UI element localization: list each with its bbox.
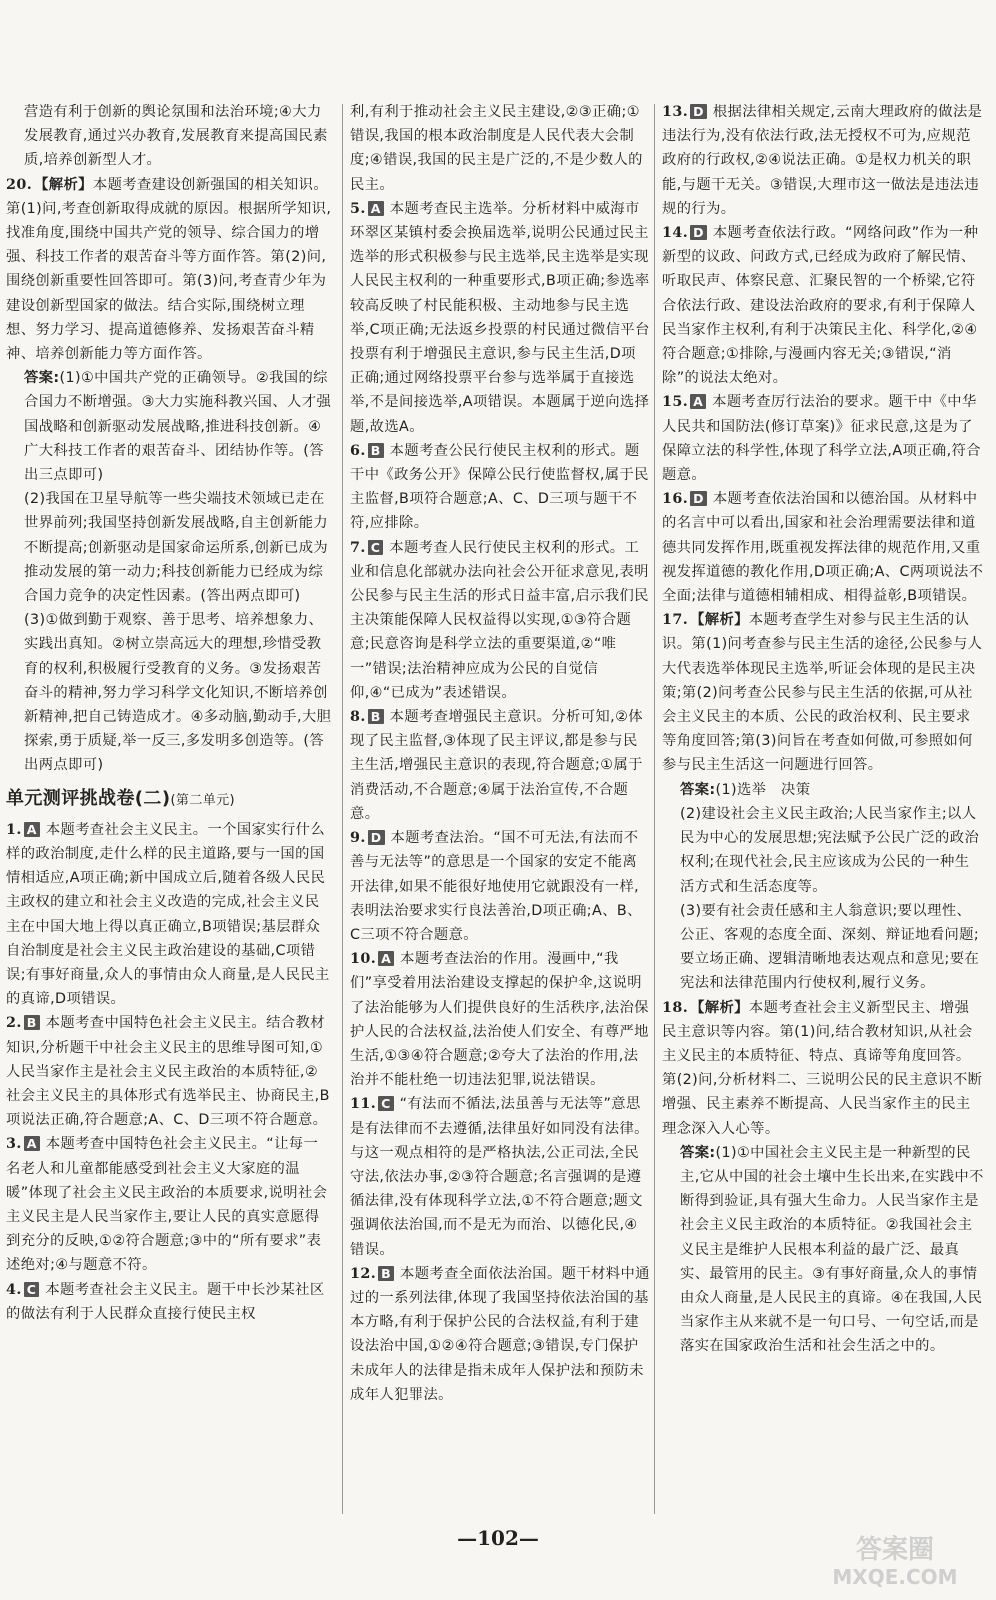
answer-text: (3)要有社会责任感和主人翁意识;要以理性、公正、客观的态度全面、深刻、辩证地看问题;要立场正确、逻辑清晰地表达观点和意见;要在宪法和法律范围内行使权利,履行义务。 bbox=[680, 902, 980, 992]
paragraph-text: 利,有利于推动社会主义民主建设,②③正确;①错误,我国的根本政治制度是人民代表大会制度;④错误,我国的民主是广泛的,不是少数人的民主。 bbox=[350, 104, 643, 193]
question-number: 8. bbox=[350, 709, 366, 726]
question-text: 本题考查社会主义民主。题干中长沙某社区的做法有利于人民群众直接行使民主权 bbox=[6, 1281, 325, 1322]
answer-key-badge: B bbox=[368, 443, 384, 458]
analysis-tag: 【解析】 bbox=[34, 176, 93, 193]
question-number: 18. bbox=[662, 999, 689, 1016]
question-text: 本题考查人民行使民主权利的形式。工业和信息化部就办法向社会公开征求意见,表明公民参与民主生活的形式日益丰富,启示我们民主决策能保障人民权益得以实现,①③符合题意;民意咨询是科学立法的重要渠道,②“唯一”错误;法治精神应成为公民的自觉信仰,④“已成为”表述错误。 bbox=[350, 539, 649, 701]
question-number: 3. bbox=[6, 1136, 22, 1153]
question-text: 本题考查建设创新强国的相关知识。第(1)问,考查创新取得成就的原因。根据所学知识,找准角度,围绕中国共产党的领导、综合国力的增强、科技工作者的艰苦奋斗等方面作答。第(2)问,围绕创新重要性回答即可。第(3)问,考查青少年为建设创新型国家的做法。结合实际,围绕树立理想、努力学习、提高道德修养、发扬艰苦奋斗精神、培养创新能力等方面作答。 bbox=[6, 176, 332, 363]
analysis-tag: 【解析】 bbox=[690, 999, 749, 1016]
question-14 bbox=[662, 221, 984, 390]
question-13 bbox=[662, 100, 984, 221]
answer-key-badge: C bbox=[368, 540, 384, 555]
answer-key-badge: A bbox=[378, 951, 394, 966]
answer-key-badge: A bbox=[690, 394, 706, 409]
answer-label: 答案: bbox=[680, 781, 716, 798]
question-number: 12. bbox=[350, 1265, 377, 1282]
section-subtitle: (第二单元) bbox=[170, 792, 235, 808]
question-6 bbox=[350, 439, 650, 536]
question-text: 本题考查法治。“国不可无法,有法而不善与无法等”的意思是一个国家的安定不能离开法律,如果不能很好地使用它就跟没有一样,表明法治要求实行良法善治,D项正确;A、B、C三项不符合题意。 bbox=[350, 830, 642, 943]
watermark-url: MXQE.COM bbox=[832, 1565, 958, 1589]
question-8 bbox=[350, 705, 650, 826]
answer-block bbox=[6, 366, 332, 487]
answer-key-badge: D bbox=[690, 104, 707, 119]
question-number: 15. bbox=[662, 394, 689, 411]
question-text: “有法而不循法,法虽善与无法等”意思是有法律而不去遵循,法律虽好如同没有法律。与这一观点相符的是严格执法,公正司法,全民守法,依法办事,②③符合题意;名言强调的是遵循法律,没有体现科学立法,①不符合题意;题文强调依法治国,而不是无为而治、以德化民,④错误。 bbox=[350, 1096, 649, 1258]
question-text: 本题考查依法行政。“网络问政”作为一种新型的议政、问政方式,已经成为政府了解民情、听取民声、体察民意、汇聚民智的一个桥梁,它符合依法行政、建设法治政府的要求,有利于保障人民当家作主权利,有利于决策民主化、科学化,②④符合题意;①排除,与漫画内容无关;③错误,“消除”的说法太绝对。 bbox=[662, 225, 979, 387]
question-number: 10. bbox=[350, 951, 377, 968]
question-11 bbox=[350, 1092, 650, 1261]
question-16 bbox=[662, 487, 984, 608]
question-10 bbox=[350, 947, 650, 1092]
answer-key-badge: B bbox=[368, 709, 384, 724]
answer-label: 答案: bbox=[680, 1144, 716, 1161]
question-9 bbox=[350, 826, 650, 947]
analysis-tag: 【解析】 bbox=[690, 612, 749, 629]
answer-text: (3)①做到勤于观察、善于思考、培养想象力、实践出真知。②树立崇高远大的理想,珍惜受教育的权利,积极履行受教育的义务。③发扬艰苦奋斗的精神,努力学习科学文化知识,不断培养创新精神,把自己铸造成才。④多动脑,勤动手,大胆探索,勇于质疑,举一反三,多发明多创造等。(答出两点即可) bbox=[24, 612, 332, 774]
answer-key-badge: B bbox=[24, 1015, 40, 1030]
column-middle bbox=[350, 100, 650, 1407]
question-15 bbox=[662, 390, 984, 487]
column-divider bbox=[342, 104, 343, 1514]
page-number: —102— bbox=[457, 1526, 539, 1550]
question-5 bbox=[350, 197, 650, 439]
answer-label: 答案: bbox=[24, 370, 60, 387]
question-number: 16. bbox=[662, 491, 689, 508]
question-text: 本题考查中国特色社会主义民主。结合教材知识,分析题干中社会主义民主的思维导图可知,①人民当家作主是社会主义民主政治的本质特征,②社会主义民主的具体形式有选举民主、协商民主,B项说法正确,符合题意;A、C、D三项不符合题意。 bbox=[6, 1015, 330, 1129]
answer-block bbox=[662, 1141, 984, 1359]
answer-block bbox=[662, 778, 984, 802]
question-text: 本题考查全面依法治国。题干材料中通过的一系列法律,体现了我国坚持依法治国的基本方略,有利于保护公民的合法权益,有利于建设法治中国,①②④符合题意;③错误,专门保护未成年人的法律是指未成年人保护法和预防未成年人犯罪法。 bbox=[350, 1265, 650, 1403]
question-text: 本题考查民主选举。分析材料中威海市环翠区某镇村委会换届选举,说明公民通过民主选举的形式积极参与民主选举,民主选举是实现人民民主权利的一种重要形式,B项正确;参选率较高反映了村民能积极、主动地参与民主选举,C项正确;无法返乡投票的村民通过微信平台投票有利于增强民主意识,参与民主生活,D项正确;通过网络投票平台参与选举属于直接选举,不是间接选举,A项错误。本题属于逆向选择题,故选A。 bbox=[350, 200, 650, 435]
question-18 bbox=[662, 996, 984, 1141]
question-number: 11. bbox=[350, 1096, 377, 1113]
question-text: 本题考查社会主义民主。一个国家实行什么样的政治制度,走什么样的民主道路,要与一国的国情相适应,A项正确;新中国成立后,随着各级人民民主政权的建立和社会主义改造的完成,社会主义民主在中国大地上得以真正确立,B项错误;基层群众自治制度是社会主义民主政治建设的基础,C项错误;有事好商量,众人的事情由众人商量,是人民民主的真谛,D项错误。 bbox=[6, 821, 330, 1008]
question-3 bbox=[6, 1132, 332, 1277]
answer-key-badge: A bbox=[24, 1136, 40, 1151]
question-text: 本题考查厉行法治的要求。题干中《中华人民共和国防法(修订草案)》征求民意,这是为了保障立法的科学性,体现了科学立法,A项正确,符合题意。 bbox=[662, 394, 981, 484]
section-title: 单元测评挑战卷(二) bbox=[6, 787, 171, 809]
question-2 bbox=[6, 1011, 332, 1132]
answer-key-badge: B bbox=[378, 1266, 394, 1281]
question-number: 13. bbox=[662, 104, 689, 120]
answer-key-badge: A bbox=[24, 822, 40, 837]
answer-key-badge: A bbox=[368, 201, 384, 216]
answer-key-badge: D bbox=[690, 491, 707, 506]
question-12 bbox=[350, 1262, 650, 1407]
question-text: 本题考查法治的作用。漫画中,“我们”享受着用法治建设支撑起的保护伞,这说明了法治能够为人们提供良好的生活秩序,法治保护人民的合法权益,法治使人们安全、有尊严地生活,①③④符合题意;②夸大了法治的作用,法治并不能杜绝一切违法犯罪,说法错误。 bbox=[350, 951, 649, 1089]
question-text: 本题考查公民行使民主权利的形式。题干中《政务公开》保障公民行使监督权,属于民主监督,B项符合题意;A、C、D三项与题干不符,应排除。 bbox=[350, 442, 649, 532]
answer-text: (2)建设社会主义民主政治;人民当家作主;以人民为中心的发展思想;宪法赋予公民广泛的政治权利;在现代社会,民主应该成为公民的一种生活方式和生活态度等。 bbox=[680, 805, 980, 895]
answer-text: (1)①中国共产党的正确领导。②我国的综合国力不断增强。③大力实施科教兴国、人才强国战略和创新驱动发展战略,推进科技创新。④广大科技工作者的艰苦奋斗、团结协作等。(答出三点即可) bbox=[24, 370, 332, 484]
answer-key-badge: C bbox=[378, 1096, 394, 1111]
question-4 bbox=[6, 1278, 332, 1326]
question-number: 9. bbox=[350, 830, 366, 847]
question-number: 7. bbox=[350, 539, 366, 556]
question-7 bbox=[350, 536, 650, 705]
question-20 bbox=[6, 173, 332, 367]
watermark-text: 答案圈 bbox=[855, 1535, 935, 1565]
answer-text: (2)我国在卫星导航等一些尖端技术领域已走在世界前列;我国坚持创新发展战略,自主创新能力不断提高;创新驱动是国家命运所系,创新已成为推动发展的第一动力;科技创新能力已经成为综合国力竞争的决定性因素。(答出两点即可) bbox=[24, 491, 329, 605]
answer-text: (1)①中国社会主义民主是一种新型的民主,它从中国的社会土壤中生长出来,在实践中不断得到验证,具有强大生命力。人民当家作主是社会主义民主政治的本质特征。②我国社会主义民主是维护人民根本利益的最广泛、最真实、最管用的民主。③有事好商量,众人的事情由众人商量,是人民民主的真谛。④在我国,人民当家作主从来就不是一句口号、一句空话,而是落实在国家政治生活和社会生活之中的。 bbox=[680, 1144, 984, 1355]
question-text: 本题考查中国特色社会主义民主。“让每一名老人和儿童都能感受到社会主义大家庭的温暖”体现了社会主义民主政治的本质要求,说明社会主义民主是人民当家作主,要让人民的真实意愿得到充分的反映,①②符合题意;③中的“所有要求”表述绝对;④与题意不符。 bbox=[6, 1136, 328, 1274]
question-17 bbox=[662, 608, 984, 777]
column-right bbox=[662, 100, 984, 1359]
question-text: 本题考查社会主义新型民主、增强民主意识等内容。第(1)问,结合教材知识,从社会主义民主的本质特征、特点、真谛等角度回答。第(2)问,分析材料二、三说明公民的民主意识不断增强、民主素养不断提高、人民当家作主的民主理念深入人心等。 bbox=[662, 999, 983, 1137]
question-text: 本题考查依法治国和以德治国。从材料中的名言中可以看出,国家和社会治理需要法律和道德共同发挥作用,既重视发挥法律的规范作用,又重视发挥道德的教化作用,D项正确;A、C两项说法不全面;法律与道德相辅相成、相得益彰,B项错误。 bbox=[662, 491, 984, 605]
question-number: 17. bbox=[662, 612, 689, 629]
question-text: 本题考查增强民主意识。分析可知,②体现了民主监督,③体现了民主评议,都是参与民主生活,增强民主意识的表现,符合题意;①属于消费活动,不合题意;④属于法治宣传,不合题意。 bbox=[350, 709, 643, 822]
answer-key-badge: D bbox=[690, 225, 707, 240]
paragraph bbox=[350, 100, 650, 197]
watermark-logo bbox=[810, 1530, 980, 1590]
answer-key-badge: D bbox=[368, 830, 385, 845]
section-heading bbox=[6, 784, 332, 816]
question-number: 6. bbox=[350, 442, 366, 459]
question-number: 14. bbox=[662, 225, 689, 242]
question-text: 根据法律相关规定,云南大理政府的做法是违法行为,没有依法行政,法无授权不可为,应规范政府的行政权,②④说法正确。①是权力机关的职能,与题干无关。③错误,大理市这一做法是违法违规的行为。 bbox=[662, 104, 983, 217]
question-number: 4. bbox=[6, 1281, 22, 1298]
answer-key-badge: C bbox=[24, 1282, 40, 1297]
question-number: 5. bbox=[350, 200, 366, 217]
column-divider bbox=[654, 104, 655, 1514]
question-number: 20. bbox=[6, 176, 33, 193]
paragraph: 营造有利于创新的舆论氛围和法治环境;④大力发展教育,通过兴办教育,发展教育来提高国民素质,培养创新型人才。 bbox=[24, 104, 328, 169]
question-text: 本题考查学生对参与民主生活的认识。第(1)问考查参与民主生活的途径,公民参与人大代表选举体现民主选举,听证会体现的是民主决策;第(2)问考查公民参与民主生活的依据,可从社会主义民主的本质、公民的政治权利、民主要求等角度回答;第(3)问旨在考查如何做,可参照如何参与民主生活这一问题进行回答。 bbox=[662, 612, 983, 774]
column-left bbox=[6, 100, 332, 1326]
question-1 bbox=[6, 818, 332, 1012]
question-number: 2. bbox=[6, 1015, 22, 1032]
question-number: 1. bbox=[6, 821, 22, 838]
answer-text: (1)选举 决策 bbox=[715, 781, 811, 798]
